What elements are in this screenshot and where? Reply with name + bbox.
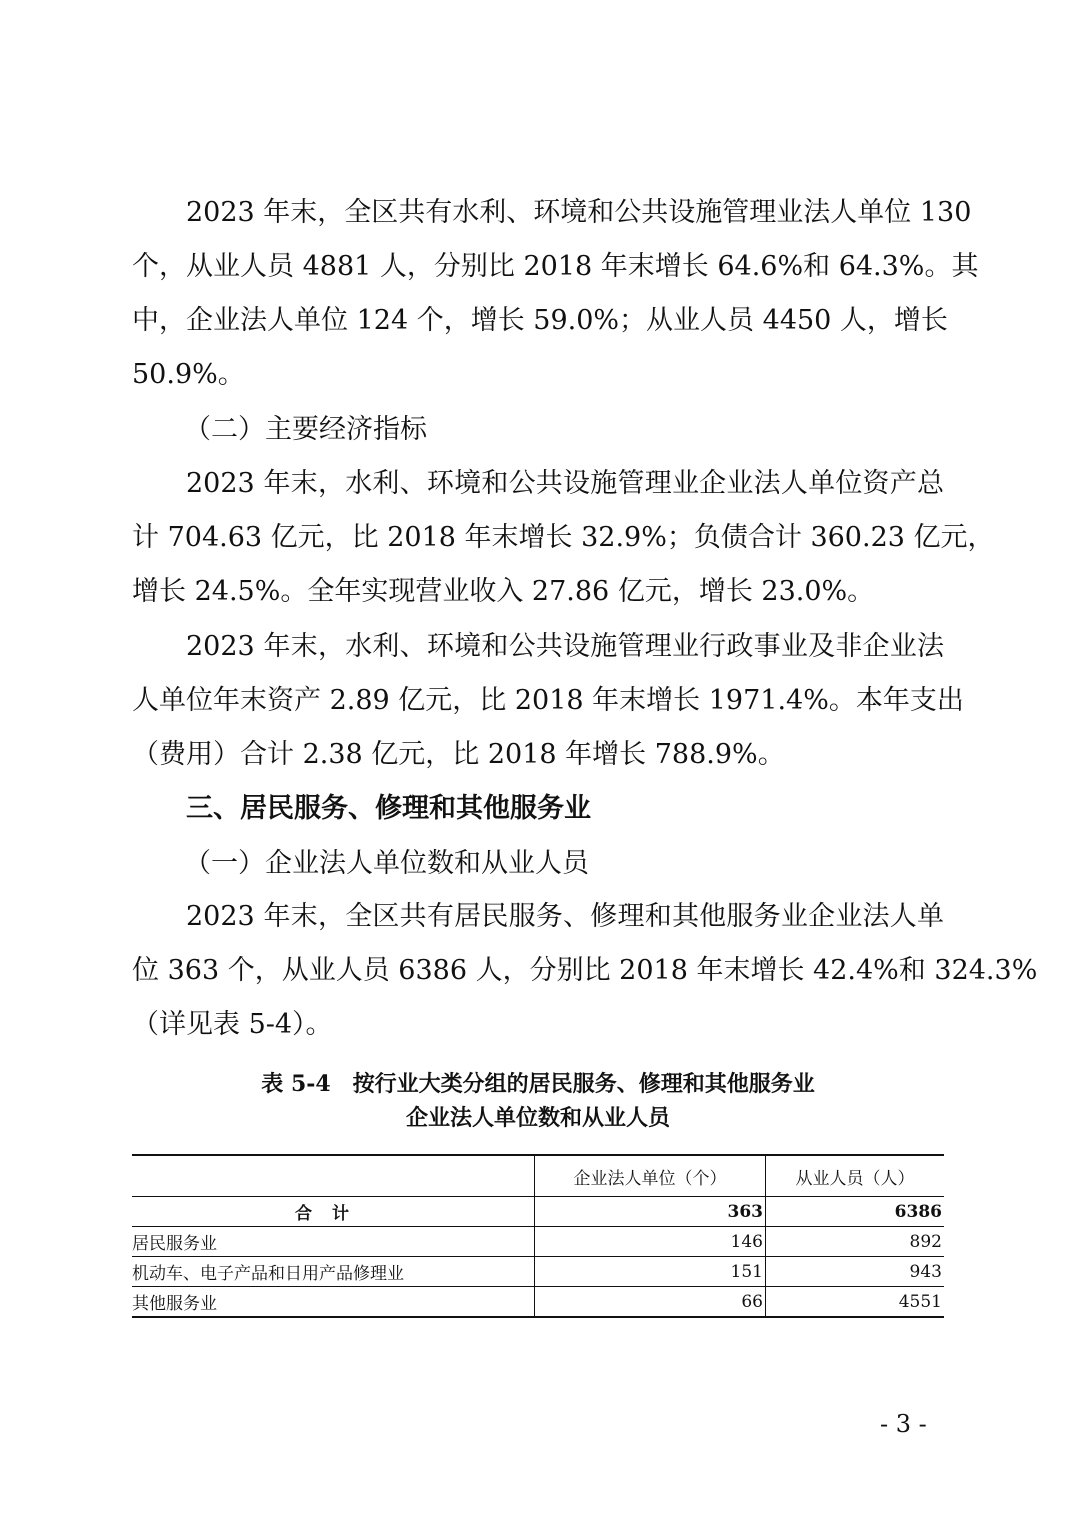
table-row bbox=[132, 1287, 944, 1318]
paragraph-line: 增长 24.5%。全年实现营业收入 27.86 亿元，增长 23.0%。 bbox=[132, 576, 875, 607]
row-employees: 4551 bbox=[766, 1287, 945, 1318]
paragraph-line: （详见表 5-4）。 bbox=[132, 1009, 333, 1040]
paragraph-line: 个，从业人员 4881 人，分别比 2018 年末增长 64.6%和 64.3%。其 bbox=[132, 251, 979, 282]
header-employees: 从业人员（人） bbox=[766, 1155, 945, 1197]
paragraph-line: 中，企业法人单位 124 个，增长 59.0%；从业人员 4450 人，增长 bbox=[132, 305, 948, 336]
row-industry-name: 机动车、电子产品和日用产品修理业 bbox=[132, 1257, 535, 1287]
paragraph-line: 2023 年末，水利、环境和公共设施管理业行政事业及非企业法 bbox=[186, 631, 944, 662]
row-employees: 943 bbox=[766, 1257, 945, 1287]
row-units: 151 bbox=[535, 1257, 766, 1287]
paragraph-line: 50.9%。 bbox=[132, 359, 245, 390]
paragraph-public-facilities-units bbox=[132, 186, 979, 402]
paragraph-line: 计 704.63 亿元，比 2018 年末增长 32.9%；负债合计 360.23 亿元， bbox=[132, 522, 995, 553]
row-industry-name: 其他服务业 bbox=[132, 1287, 535, 1318]
total-employees: 6386 bbox=[766, 1197, 945, 1227]
table-row bbox=[132, 1257, 944, 1287]
paragraph-line: 位 363 个，从业人员 6386 人，分别比 2018 年末增长 42.4%和 324.3% bbox=[132, 955, 1038, 986]
paragraph-enterprise-assets bbox=[132, 457, 995, 619]
subheading-economic-indicators: （二）主要经济指标 bbox=[184, 414, 427, 445]
table-title-line-2: 企业法人单位数和从业人员 bbox=[405, 1105, 670, 1131]
industry-table bbox=[132, 1154, 944, 1318]
paragraph-line: 2023 年末，全区共有水利、环境和公共设施管理业法人单位 130 bbox=[186, 197, 972, 228]
table-header-row bbox=[132, 1155, 944, 1197]
page-number: - 3 - bbox=[880, 1410, 927, 1438]
paragraph-resident-services bbox=[132, 890, 1038, 1052]
total-units: 363 bbox=[535, 1197, 766, 1227]
paragraph-line: （费用）合计 2.38 亿元，比 2018 年增长 788.9%。 bbox=[132, 739, 785, 770]
paragraph-line: 人单位年末资产 2.89 亿元，比 2018 年末增长 1971.4%。本年支出 bbox=[132, 685, 964, 716]
table-row-total bbox=[132, 1197, 944, 1227]
header-units: 企业法人单位（个） bbox=[535, 1155, 766, 1197]
row-units: 146 bbox=[535, 1227, 766, 1257]
header-industry bbox=[132, 1155, 535, 1197]
paragraph-line: 2023 年末，水利、环境和公共设施管理业企业法人单位资产总 bbox=[186, 468, 944, 499]
table-row bbox=[132, 1227, 944, 1257]
table-title-line-1: 表 5-4 按行业大类分组的居民服务、修理和其他服务业 bbox=[261, 1071, 815, 1097]
paragraph-line: 2023 年末，全区共有居民服务、修理和其他服务业企业法人单 bbox=[186, 901, 944, 932]
subheading-units-employees: （一）企业法人单位数和从业人员 bbox=[184, 848, 589, 879]
row-units: 66 bbox=[535, 1287, 766, 1318]
row-employees: 892 bbox=[766, 1227, 945, 1257]
total-label: 合计 bbox=[132, 1197, 535, 1227]
section-heading: 三、居民服务、修理和其他服务业 bbox=[186, 793, 591, 824]
row-industry-name: 居民服务业 bbox=[132, 1227, 535, 1257]
paragraph-non-enterprise-assets bbox=[132, 620, 964, 782]
